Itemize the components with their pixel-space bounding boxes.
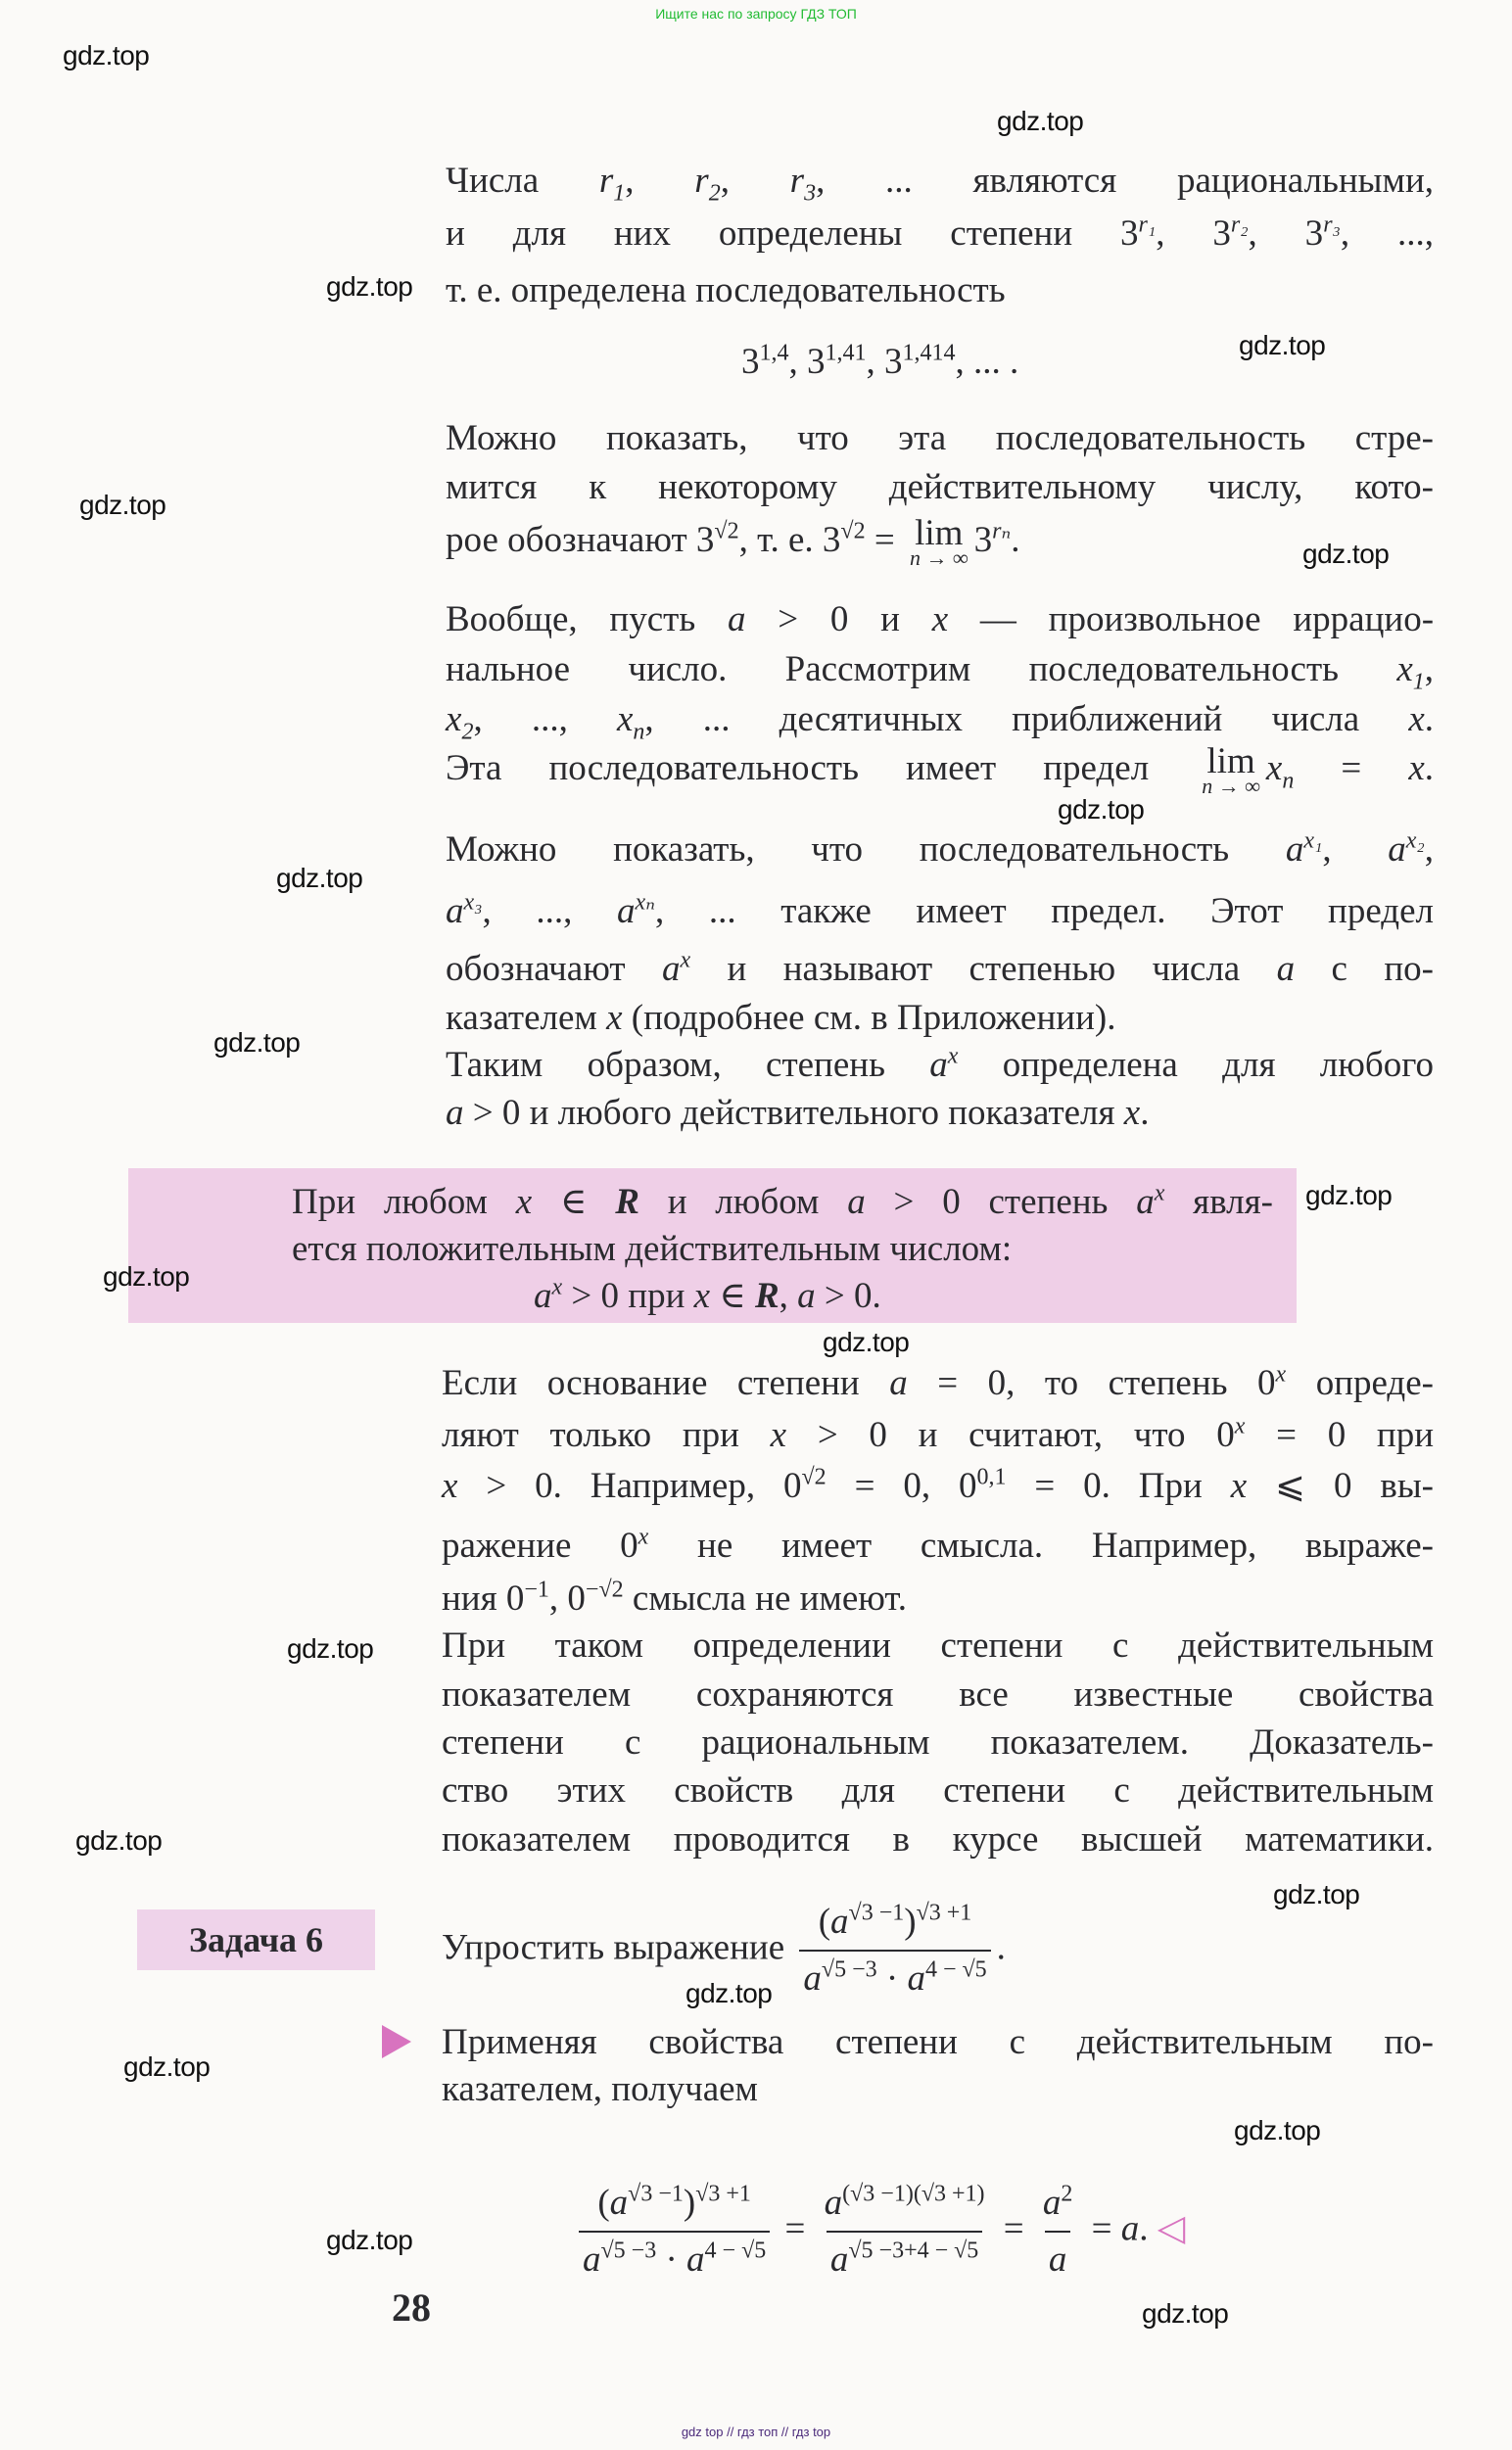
text-run: Таким образом, степень bbox=[446, 1045, 930, 1085]
text-line bbox=[446, 645, 1434, 694]
text-line bbox=[446, 210, 1434, 259]
text-run: Можно показать, что последовательность bbox=[446, 829, 1286, 870]
watermark: gdz.top bbox=[1302, 539, 1390, 569]
text-run: Можно показать, что эта последовательность стре- bbox=[446, 418, 1434, 458]
math-variable: x bbox=[1123, 1093, 1141, 1133]
text-run: казателем bbox=[446, 998, 607, 1038]
text-run: 3 bbox=[741, 342, 760, 382]
text-line bbox=[446, 463, 1434, 512]
text-run: и называют степенью числа bbox=[690, 949, 1277, 989]
text-run: нальное число. Рассмотрим последовательность bbox=[446, 649, 1397, 689]
text-line bbox=[446, 1089, 1149, 1138]
superscript: x bbox=[947, 1043, 959, 1069]
text-run: = bbox=[994, 2208, 1033, 2249]
superscript: √2 bbox=[714, 518, 739, 544]
subscript: 2 bbox=[461, 719, 474, 745]
text-run: , bbox=[625, 161, 695, 201]
text-run: рое обозначают 3 bbox=[446, 520, 715, 560]
text-run: ется положительным действительным числом: bbox=[292, 1229, 1013, 1269]
fraction bbox=[579, 2176, 770, 2287]
text-run: . bbox=[1424, 748, 1434, 788]
limit bbox=[1202, 740, 1260, 798]
watermark: gdz.top bbox=[997, 106, 1084, 136]
watermark: gdz.top bbox=[1058, 794, 1145, 825]
text-run: показателем проводится в курсе высшей математики. bbox=[442, 1819, 1434, 1860]
superscript: x bbox=[680, 947, 691, 973]
math-variable: a bbox=[824, 2183, 843, 2223]
math-variable: a bbox=[907, 1958, 925, 1999]
text-run: ( bbox=[818, 1902, 831, 1942]
bottom-banner: gdz top // гдз топ // гдз top bbox=[681, 2425, 831, 2439]
text-line bbox=[442, 2018, 1434, 2067]
text-run: ляют только при bbox=[442, 1415, 771, 1455]
superscript: √5 −3 bbox=[600, 2238, 657, 2264]
watermark: gdz.top bbox=[75, 1825, 163, 1856]
watermark: gdz.top bbox=[287, 1633, 374, 1664]
math-variable: x bbox=[1230, 1466, 1248, 1506]
text-run: > 0. Например, 0 bbox=[457, 1466, 802, 1506]
superscript: √2 bbox=[840, 518, 866, 544]
text-run: показателем сохраняются все известные свойства bbox=[442, 1674, 1434, 1715]
text-run: > 0. bbox=[815, 1276, 881, 1316]
text-run: и любом bbox=[638, 1182, 848, 1222]
watermark: gdz.top bbox=[1239, 330, 1326, 360]
superscript: r₁ bbox=[1138, 212, 1157, 238]
fraction-denominator bbox=[799, 1950, 990, 2006]
math-variable: x bbox=[1396, 649, 1413, 689]
text-run: = bbox=[865, 520, 904, 560]
text-run: = bbox=[1082, 2208, 1121, 2249]
text-line bbox=[442, 1522, 1434, 1571]
top-banner: Ищите нас по запросу ГДЗ ТОП bbox=[655, 6, 857, 22]
text-run: 3 bbox=[973, 520, 993, 560]
superscript: x₁ bbox=[1303, 827, 1323, 854]
subscript: n bbox=[1282, 768, 1295, 794]
limit-condition: n → ∞ bbox=[1202, 773, 1260, 798]
text-run: ) bbox=[683, 2183, 696, 2223]
text-run: . bbox=[1139, 2208, 1158, 2249]
superscript: x bbox=[1154, 1180, 1165, 1206]
text-run: с по- bbox=[1295, 949, 1434, 989]
math-variable: a bbox=[1042, 2183, 1062, 2223]
fraction-denominator bbox=[1045, 2231, 1071, 2287]
fraction-numerator bbox=[1039, 2176, 1077, 2231]
superscript: x bbox=[551, 1274, 563, 1300]
text-line bbox=[292, 1178, 1273, 1227]
text-run: мится к некоторому действительному числу, кото- bbox=[446, 467, 1434, 507]
text-run: не имеет смысла. Например, выраже- bbox=[648, 1526, 1434, 1566]
superscript: r₂ bbox=[1230, 212, 1249, 238]
text-line bbox=[442, 1671, 1434, 1720]
math-variable: a bbox=[661, 949, 681, 989]
text-run: , ... . bbox=[955, 342, 1019, 382]
watermark: gdz.top bbox=[123, 2051, 211, 2082]
text-run: , 3 bbox=[788, 342, 826, 382]
text-run: > 0 и считают, что 0 bbox=[786, 1415, 1235, 1455]
text-run: , bbox=[1424, 649, 1434, 689]
math-variable: a bbox=[889, 1363, 908, 1403]
math-set: R bbox=[615, 1182, 639, 1222]
watermark: gdz.top bbox=[276, 863, 363, 893]
watermark: gdz.top bbox=[103, 1261, 190, 1292]
watermark: gdz.top bbox=[685, 1978, 773, 2008]
math-variable: a bbox=[609, 2183, 629, 2223]
fraction-numerator bbox=[821, 2176, 989, 2231]
math-variable: a bbox=[929, 1045, 948, 1085]
math-variable: a bbox=[686, 2239, 705, 2280]
math-variable: r bbox=[694, 161, 709, 201]
math-variable: a bbox=[617, 891, 636, 931]
superscript: (√3 −1)(√3 +1) bbox=[842, 2181, 985, 2207]
superscript: √5 −3 bbox=[821, 1956, 877, 1983]
math-variable: x bbox=[442, 1466, 458, 1506]
subscript: 1 bbox=[1412, 669, 1425, 695]
text-run: . bbox=[1424, 699, 1435, 739]
math-variable: x bbox=[1408, 748, 1425, 788]
math-variable: x bbox=[446, 699, 462, 739]
text-run: обозначают bbox=[446, 949, 662, 989]
math-variable: x bbox=[515, 1182, 533, 1222]
text-run: , bbox=[720, 161, 790, 201]
math-variable: a bbox=[727, 599, 746, 639]
watermark: gdz.top bbox=[1142, 2298, 1229, 2329]
end-of-solution-icon: ◁ bbox=[1157, 2208, 1186, 2249]
math-variable: a bbox=[1048, 2239, 1067, 2280]
text-run: Числа bbox=[446, 161, 599, 201]
superscript: √3 −1 bbox=[628, 2181, 684, 2207]
superscript: xₙ bbox=[635, 889, 655, 916]
text-run: , т. е. 3 bbox=[738, 520, 841, 560]
superscript: 0,1 bbox=[976, 1464, 1007, 1490]
superscript: 1,4 bbox=[759, 340, 789, 366]
text-line bbox=[446, 512, 1020, 570]
subscript: 1 bbox=[613, 180, 626, 207]
text-run: = bbox=[1294, 748, 1409, 788]
math-variable: r bbox=[598, 161, 614, 201]
fraction-denominator bbox=[579, 2231, 770, 2287]
text-line bbox=[442, 1411, 1434, 1460]
text-run: , ..., bbox=[473, 699, 617, 739]
text-line bbox=[442, 2065, 758, 2114]
solution-marker-icon bbox=[382, 2025, 411, 2058]
watermark: gdz.top bbox=[326, 2225, 413, 2255]
watermark: gdz.top bbox=[213, 1027, 301, 1058]
text-run: = 0, 0 bbox=[826, 1466, 977, 1506]
text-run: . bbox=[1140, 1093, 1150, 1133]
superscript: 2 bbox=[1061, 2181, 1073, 2207]
superscript: √2 bbox=[801, 1464, 827, 1490]
text-run: . bbox=[1011, 520, 1020, 560]
fraction bbox=[799, 1895, 990, 2006]
text-run: ство этих свойств для степени с действительным bbox=[442, 1770, 1434, 1811]
superscript: −1 bbox=[524, 1577, 549, 1603]
text-run: , ... также имеет предел. Этот предел bbox=[654, 891, 1434, 931]
text-run: Если основание степени bbox=[442, 1363, 890, 1403]
math-variable: r bbox=[789, 161, 805, 201]
text-line bbox=[442, 1359, 1434, 1408]
text-run: = 0. При bbox=[1006, 1466, 1231, 1506]
fraction-numerator bbox=[815, 1895, 976, 1950]
text-line bbox=[446, 414, 1434, 463]
text-run: , 3 bbox=[1248, 213, 1324, 254]
text-run: (подробнее см. в Приложении). bbox=[622, 998, 1116, 1038]
text-run: , ..., bbox=[1340, 213, 1435, 254]
text-run: , bbox=[779, 1276, 798, 1316]
text-run: степени с рациональным показателем. Доказатель- bbox=[442, 1722, 1434, 1763]
subscript: n bbox=[633, 719, 645, 745]
math-variable: x bbox=[606, 998, 623, 1038]
limit bbox=[909, 512, 969, 570]
text-run: , 3 bbox=[866, 342, 903, 382]
subscript: 2 bbox=[708, 180, 721, 207]
watermark: gdz.top bbox=[79, 490, 166, 520]
watermark: gdz.top bbox=[326, 271, 413, 302]
text-run: ражение 0 bbox=[442, 1526, 638, 1566]
math-variable: a bbox=[446, 891, 464, 931]
fraction bbox=[1039, 2176, 1077, 2287]
superscript: −√2 bbox=[585, 1577, 624, 1603]
text-line bbox=[442, 1767, 1434, 1815]
text-line bbox=[446, 695, 1434, 744]
text-run: ∈ bbox=[532, 1182, 616, 1222]
text-run: ⩽ 0 вы- bbox=[1247, 1466, 1435, 1506]
text-line bbox=[446, 825, 1434, 874]
superscript: √3 +1 bbox=[695, 2181, 751, 2207]
text-line bbox=[442, 1462, 1434, 1511]
text-run: , bbox=[1322, 829, 1389, 870]
superscript: √3 −1 bbox=[848, 1900, 905, 1926]
text-run: , 0 bbox=[548, 1578, 586, 1619]
text-line bbox=[446, 887, 1434, 936]
text-run: · bbox=[876, 1958, 908, 1999]
text-line bbox=[534, 1272, 881, 1321]
text-run: > 0 и любого действительного показателя bbox=[463, 1093, 1124, 1133]
fraction bbox=[821, 2176, 989, 2287]
math-variable: x bbox=[931, 599, 949, 639]
text-run: При любом bbox=[292, 1182, 516, 1222]
math-variable: x bbox=[1265, 748, 1283, 788]
text-run: , bbox=[1424, 829, 1434, 870]
math-variable: x bbox=[1408, 699, 1425, 739]
text-line bbox=[442, 1719, 1434, 1767]
text-line bbox=[573, 2176, 1186, 2280]
text-run: и для них определены степени 3 bbox=[446, 213, 1139, 254]
superscript: rₙ bbox=[992, 518, 1012, 544]
text-run: опреде- bbox=[1286, 1363, 1435, 1403]
math-variable: a bbox=[446, 1093, 464, 1133]
superscript: r₃ bbox=[1323, 212, 1341, 238]
text-run: > 0 степень bbox=[865, 1182, 1137, 1222]
superscript: 1,414 bbox=[902, 340, 956, 366]
text-run: ( bbox=[597, 2183, 610, 2223]
text-run: Вообще, пусть bbox=[446, 599, 728, 639]
math-variable: a bbox=[1285, 829, 1304, 870]
limit-condition: n → ∞ bbox=[909, 544, 969, 570]
math-variable: a bbox=[803, 1958, 822, 1999]
text-run: Применяя свойства степени с действительным по- bbox=[442, 2022, 1434, 2062]
watermark: gdz.top bbox=[1273, 1879, 1360, 1909]
math-variable: a bbox=[583, 2239, 601, 2280]
superscript: x bbox=[1275, 1361, 1287, 1388]
math-variable: a bbox=[1276, 949, 1296, 989]
math-variable: a bbox=[534, 1276, 552, 1316]
limit-label: lim bbox=[915, 512, 964, 553]
superscript: x₃ bbox=[463, 889, 483, 916]
text-line bbox=[446, 595, 1434, 644]
math-variable: a bbox=[847, 1182, 866, 1222]
text-line bbox=[442, 1622, 1434, 1671]
text-run: , 3 bbox=[1156, 213, 1231, 254]
fraction-numerator bbox=[593, 2176, 755, 2231]
superscript: x₂ bbox=[1405, 827, 1425, 854]
math-variable: a bbox=[797, 1276, 816, 1316]
text-line bbox=[446, 1041, 1434, 1090]
text-run: — произвольное иррацио- bbox=[948, 599, 1435, 639]
text-line bbox=[442, 1815, 1434, 1864]
text-line bbox=[292, 1225, 1012, 1274]
text-run: Упростить выражение bbox=[442, 1927, 794, 1968]
text-run: , ..., bbox=[482, 891, 618, 931]
superscript: √3 +1 bbox=[916, 1900, 972, 1926]
watermark: gdz.top bbox=[823, 1327, 910, 1357]
text-line bbox=[446, 740, 1434, 798]
text-line bbox=[446, 945, 1434, 994]
text-run: определена для любого bbox=[958, 1045, 1434, 1085]
text-run: . bbox=[996, 1927, 1006, 1968]
math-variable: a bbox=[1120, 2208, 1140, 2249]
superscript: √5 −3+4 − √5 bbox=[848, 2238, 979, 2264]
text-run: При таком определении степени с действительным bbox=[442, 1625, 1434, 1666]
text-run: ∈ bbox=[710, 1276, 755, 1316]
text-run: казателем, получаем bbox=[442, 2069, 758, 2109]
math-set: R bbox=[754, 1276, 780, 1316]
watermark: gdz.top bbox=[63, 40, 150, 71]
page-number: 28 bbox=[392, 2285, 431, 2330]
text-run: ) bbox=[904, 1902, 917, 1942]
superscript: x bbox=[638, 1524, 649, 1550]
limit-label: lim bbox=[1206, 740, 1255, 781]
text-line bbox=[446, 266, 1006, 315]
text-run: Эта последовательность имеет предел bbox=[446, 748, 1197, 788]
subscript: 3 bbox=[804, 180, 817, 207]
text-line bbox=[446, 994, 1115, 1043]
text-run: , ... являются рациональными, bbox=[816, 161, 1435, 201]
superscript: 4 − √5 bbox=[704, 2238, 767, 2264]
fraction-denominator bbox=[827, 2231, 982, 2287]
watermark: gdz.top bbox=[1234, 2115, 1321, 2145]
task-label: Задача 6 bbox=[137, 1909, 375, 1970]
text-line bbox=[741, 338, 1018, 387]
text-run: явля- bbox=[1164, 1182, 1273, 1222]
text-run: , ... десятичных приближений числа bbox=[644, 699, 1409, 739]
text-run: = 0, то степень 0 bbox=[907, 1363, 1276, 1403]
text-run: > 0 при bbox=[562, 1276, 694, 1316]
superscript: x bbox=[1234, 1413, 1246, 1439]
math-variable: x bbox=[616, 699, 634, 739]
text-run: т. е. определена последовательность bbox=[446, 270, 1006, 310]
superscript: 4 − √5 bbox=[924, 1956, 987, 1983]
text-line bbox=[442, 1575, 907, 1624]
text-run: · bbox=[656, 2239, 687, 2280]
math-variable: x bbox=[770, 1415, 787, 1455]
math-variable: a bbox=[1388, 829, 1406, 870]
text-run: смысла не имеют. bbox=[623, 1578, 908, 1619]
text-run: = bbox=[776, 2208, 815, 2249]
math-variable: a bbox=[1136, 1182, 1155, 1222]
text-run: = 0 при bbox=[1245, 1415, 1434, 1455]
math-variable: a bbox=[829, 2239, 849, 2280]
math-variable: x bbox=[693, 1276, 711, 1316]
watermark: gdz.top bbox=[1305, 1180, 1393, 1210]
text-line bbox=[446, 157, 1434, 206]
superscript: 1,41 bbox=[825, 340, 867, 366]
math-variable: a bbox=[830, 1902, 849, 1942]
text-run: > 0 и bbox=[745, 599, 932, 639]
text-run: ния 0 bbox=[442, 1578, 525, 1619]
